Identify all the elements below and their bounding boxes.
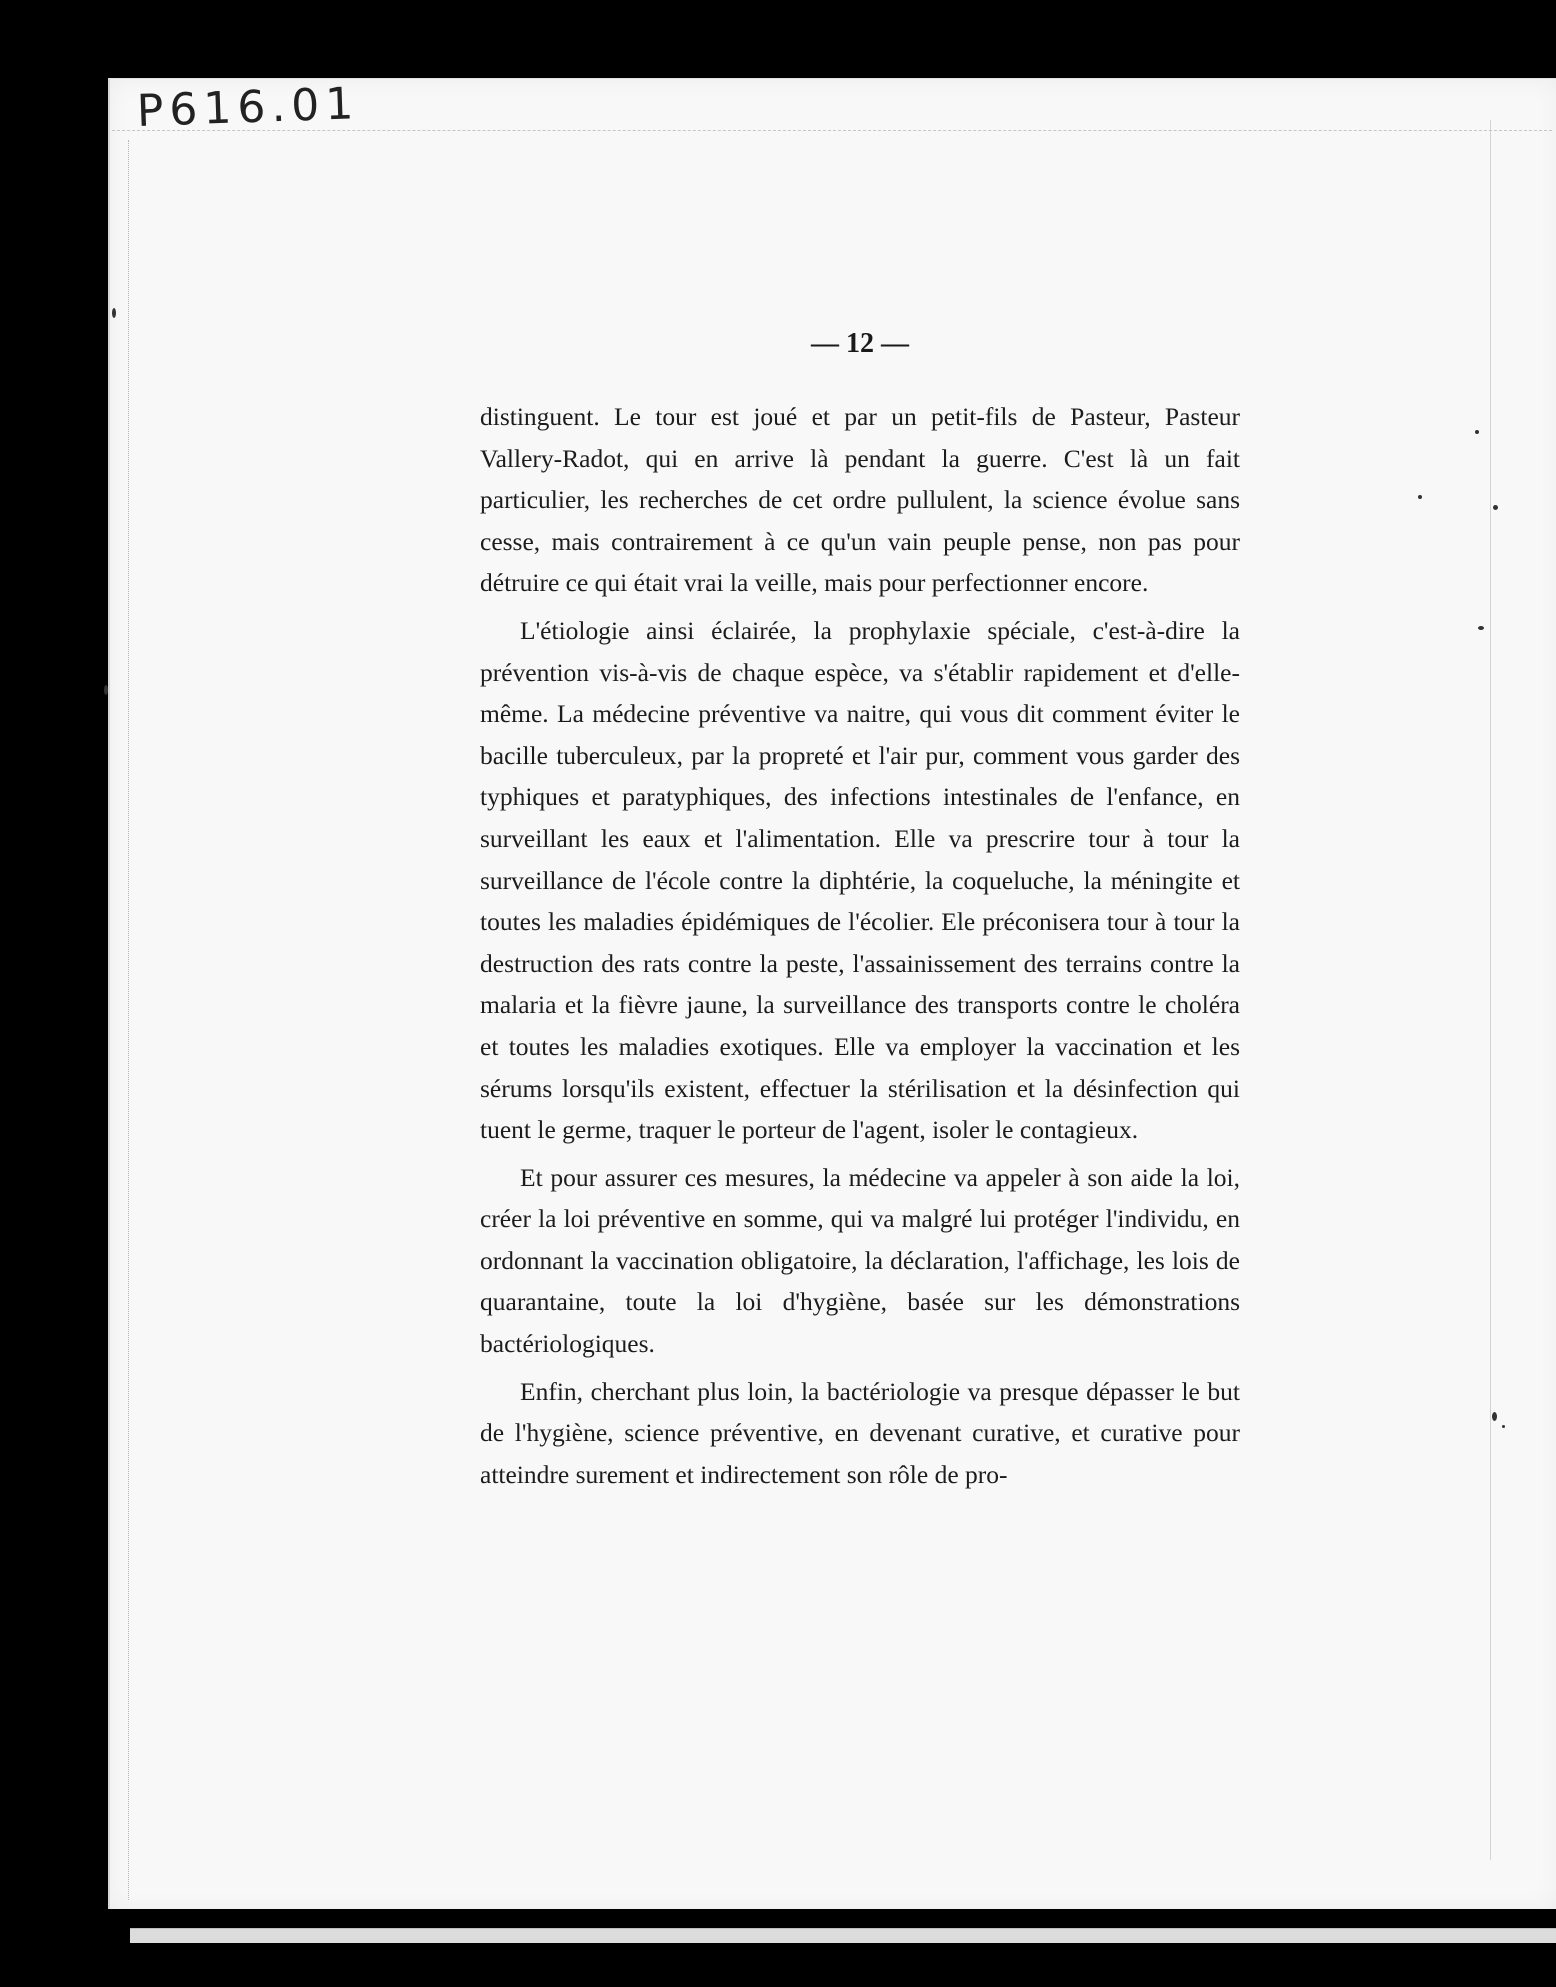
- paragraph-bacteriologie-curative: Enfin, cherchant plus loin, la bactériologie va presque dépasser le but de l'hygiène, science préventive, en devenant curative, et curative pour atteindre surement et indirectement son rôle de pro-: [480, 1376, 1240, 1489]
- scan-speck: [112, 308, 116, 318]
- paragraph-continuation: distinguent. Le tour est joué et par un petit-fils de Pasteur, Pasteur Vallery-Radot, qui en arrive là pendant la guerre. C'est là un fait particulier, les recherches de cet ordre pullulent, la science évolue sans cesse, mais contrairement à ce qu'un vain peuple pense, non pas pour détruire ce qui était vrai la veille, mais pour perfectionner encore.: [480, 402, 1240, 598]
- scan-speck: [1475, 430, 1479, 434]
- paragraph-etiologie: L'étiologie ainsi éclairée, la prophylaxie spéciale, c'est-à-dire la prévention vis-à-vis de chaque espèce, va s'établir rapidement et d'elle-même. La médecine préventive va naitre, qui vous dit comment éviter le bacille tuberculeux, par la propreté et l'air pur, comment vous garder des typhiques et paratyphiques, des infections intestinales de l'enfance, en surveillant les eaux et l'alimentation. Elle va prescrire tour à tour la surveillance de l'école contre la diphtérie, la coqueluche, la méningite et toutes les maladies épidémiques de l'écolier. Ele préconisera tour à tour la destruction des rats contre la peste, l'assainissement des terrains contre la malaria et la fièvre jaune, la surveillance des transports contre le choléra et toutes les maladies exotiques. Elle va employer la vaccination et les sérums lorsqu'ils existent, effectuer la stérilisation et la désinfection qui tuent le germe, traquer le porteur de l'agent, isoler le contagieux.: [480, 615, 1240, 1145]
- body-text: [480, 396, 1240, 1501]
- scan-speck: [1492, 1412, 1497, 1421]
- scan-speck: [1502, 1425, 1505, 1428]
- sheet-binding-edge: [128, 140, 129, 1900]
- paragraph-loi-preventive: Et pour assurer ces mesures, la médecine va appeler à son aide la loi, créer la loi préventive en somme, qui va malgré lui protéger l'individu, en ordonnant la vaccination obligatoire, la déclaration, l'affichage, les lois de quarantaine, toute la loi d'hygiène, basée sur les démonstrations bactériologiques.: [480, 1162, 1240, 1359]
- sheet-bottom-edge: [130, 1928, 1556, 1943]
- scan-speck: [104, 685, 108, 695]
- scan-speck: [1418, 495, 1422, 499]
- scan-speck: [1478, 626, 1484, 630]
- sheet-fold-line-right: [1490, 120, 1491, 1860]
- scan-speck: [1493, 505, 1498, 510]
- page-number: — 12 —: [811, 328, 909, 359]
- handwritten-call-number: P616.01: [136, 78, 361, 137]
